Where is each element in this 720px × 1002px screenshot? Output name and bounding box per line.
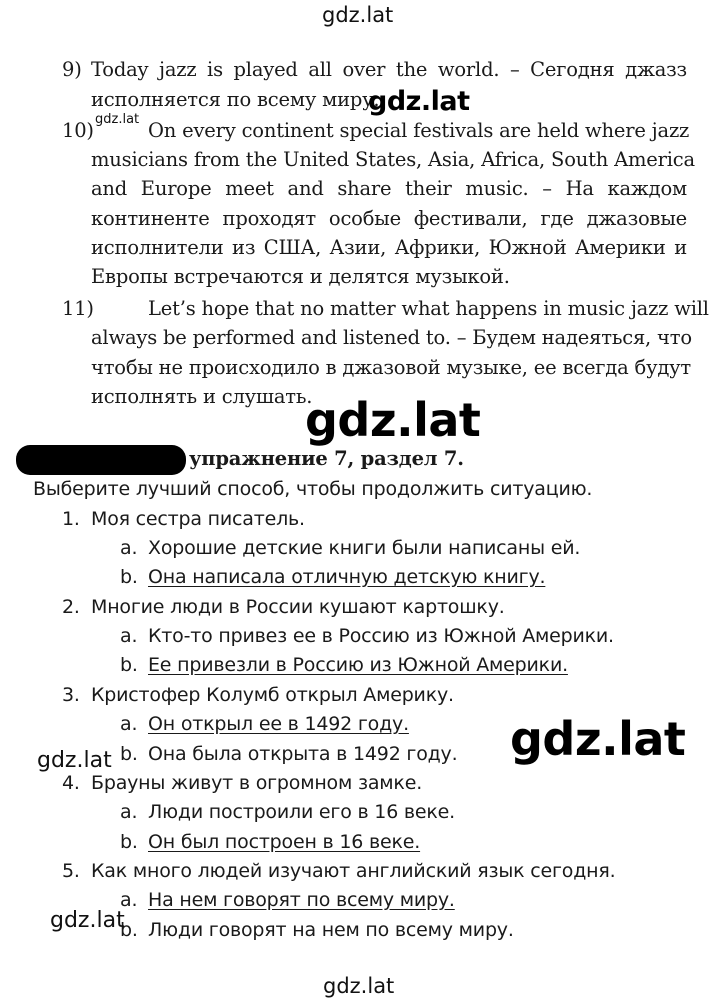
option-label-b: b. bbox=[120, 919, 138, 941]
option-b: Она была открыта в 1492 году. bbox=[148, 743, 458, 765]
watermark-left-middle: gdz.lat bbox=[37, 748, 112, 773]
option-a: Хорошие детские книги были написаны ей. bbox=[148, 537, 581, 559]
item-10-line-4: континенте проходят особые фестивали, где джазовые bbox=[91, 207, 687, 230]
watermark-left-low: gdz.lat bbox=[50, 908, 125, 933]
item-10-line-1: On every continent special festivals are held where jazz bbox=[148, 119, 690, 142]
item-11-line-4: исполнять и слушать. bbox=[91, 385, 313, 408]
item-11-line-2: always be performed and listened to. – Будем надеяться, что bbox=[91, 326, 692, 349]
question-text: Как много людей изучают английский язык сегодня. bbox=[91, 860, 616, 882]
question-number: 4. bbox=[62, 772, 80, 794]
watermark-big-right: gdz.lat bbox=[510, 712, 686, 766]
item-11-line-3: чтобы не происходило в джазовой музыке, ее всегда будут bbox=[91, 356, 692, 379]
watermark-bottom: gdz.lat bbox=[323, 974, 395, 998]
item-11-line-1: Let’s hope that no matter what happens in music jazz will bbox=[148, 297, 709, 320]
item-number-11: 11) bbox=[62, 297, 94, 320]
option-b-answer: Ее привезли в Россию из Южной Америки. bbox=[148, 654, 568, 676]
option-label-a: a. bbox=[120, 625, 138, 647]
option-b: Люди говорят на нем по всему миру. bbox=[148, 919, 514, 941]
redaction-block bbox=[16, 445, 186, 475]
option-label-b: b. bbox=[120, 654, 138, 676]
option-a-answer: Он открыл ее в 1492 году. bbox=[148, 713, 409, 735]
item-10-line-5: исполнители из США, Азии, Африки, Южной Америки и bbox=[91, 236, 687, 259]
option-label-a: a. bbox=[120, 713, 138, 735]
item-10-line-3: and Europe meet and share their music. – На каждом bbox=[91, 177, 687, 200]
item-9-line-2: исполняется по всему миру. bbox=[91, 88, 380, 111]
question-number: 1. bbox=[62, 508, 80, 530]
item-10-line-6: Европы встречаются и делятся музыкой. bbox=[91, 265, 510, 288]
item-10-line-2: musicians from the United States, Asia, Africa, South America bbox=[91, 148, 695, 171]
question-text: Многие люди в России кушают картошку. bbox=[91, 596, 505, 618]
option-label-a: a. bbox=[120, 889, 138, 911]
question-text: Кристофер Колумб открыл Америку. bbox=[91, 684, 454, 706]
question-number: 5. bbox=[62, 860, 80, 882]
option-label-b: b. bbox=[120, 566, 138, 588]
question-text: Моя сестра писатель. bbox=[91, 508, 305, 530]
question-number: 3. bbox=[62, 684, 80, 706]
item-9-line-1: Today jazz is played all over the world. – Сегодня джазз bbox=[91, 58, 687, 81]
option-b-answer: Он был построен в 16 веке. bbox=[148, 831, 421, 853]
option-a: Кто-то привез ее в Россию из Южной Америки. bbox=[148, 625, 614, 647]
question-number: 2. bbox=[62, 596, 80, 618]
option-a-answer: На нем говорят по всему миру. bbox=[148, 889, 455, 911]
option-label-a: a. bbox=[120, 801, 138, 823]
option-label-b: b. bbox=[120, 743, 138, 765]
option-a: Люди построили его в 16 веке. bbox=[148, 801, 456, 823]
exercise-heading: упражнение 7, раздел 7. bbox=[189, 447, 464, 470]
question-text: Брауны живут в огромном замке. bbox=[91, 772, 423, 794]
watermark-tiny: gdz.lat bbox=[95, 112, 140, 127]
watermark-big-middle: gdz.lat bbox=[305, 393, 481, 447]
watermark-top: gdz.lat bbox=[322, 3, 394, 27]
item-number-10: 10) bbox=[62, 119, 94, 142]
option-label-b: b. bbox=[120, 831, 138, 853]
option-label-a: a. bbox=[120, 537, 138, 559]
item-number-9: 9) bbox=[62, 58, 82, 81]
option-b-answer: Она написала отличную детскую книгу. bbox=[148, 566, 546, 588]
instruction: Выберите лучший способ, чтобы продолжить ситуацию. bbox=[33, 478, 593, 500]
watermark-inline: gdz.lat bbox=[368, 86, 470, 117]
